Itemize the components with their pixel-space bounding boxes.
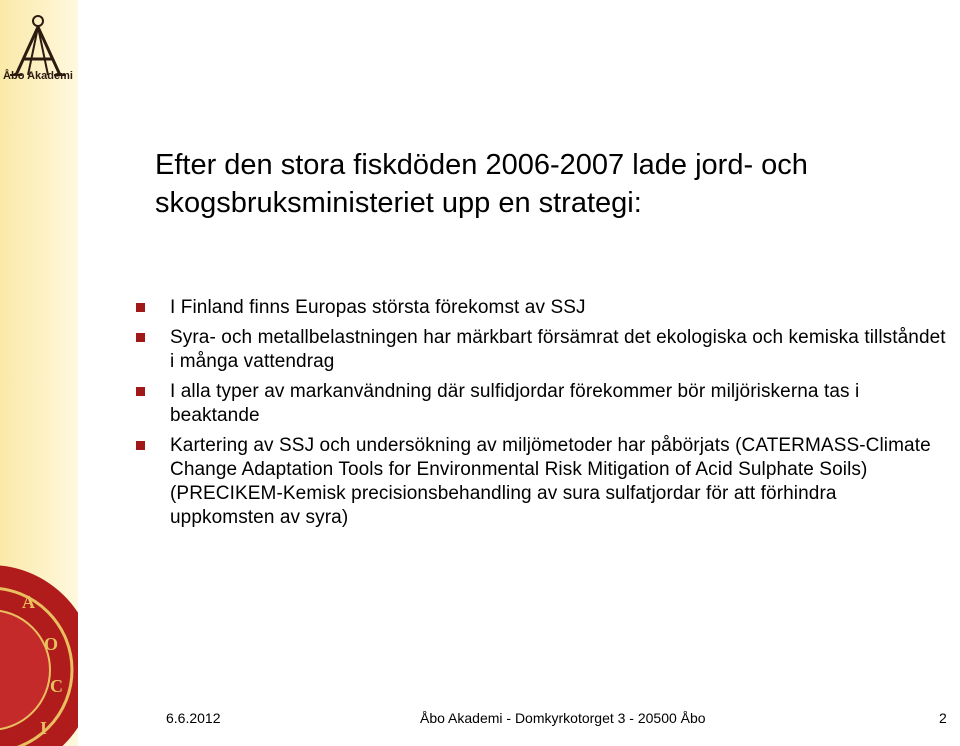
svg-text:O: O <box>44 634 59 654</box>
svg-text:I: I <box>40 718 48 738</box>
slide-title <box>155 146 915 222</box>
bullet-list <box>136 296 946 536</box>
bullet-text: Syra- och metallbelastningen har märkbart försämrat det ekologiska och kemiska tillståndet i många vattendrag <box>170 327 946 372</box>
square-bullet-icon <box>136 387 145 396</box>
bullet-item <box>136 326 946 374</box>
slide-title-line-1: Efter den stora fiskdöden 2006-2007 lade jord- och <box>155 149 808 181</box>
slide-title-line-2: skogsbruksministeriet upp en strategi: <box>155 187 642 219</box>
svg-text:C: C <box>50 676 63 696</box>
bullet-item <box>136 380 946 428</box>
footer-date: 6.6.2012 <box>166 710 221 726</box>
bullet-item <box>136 296 946 320</box>
svg-text:A: A <box>22 592 35 612</box>
square-bullet-icon <box>136 441 145 450</box>
sidebar-band <box>0 0 78 746</box>
page-number: 2 <box>939 710 947 726</box>
bullet-text: Kartering av SSJ och undersökning av miljömetoder har påbörjats (CATERMASS-Climate Change Adaptation Tools for Environmental Risk Mitigation of Acid Sulphate Soils) (PRECIKEM-Kemisk precisionsbehandling av sura sulfatjordar för att förhindra uppkomsten av syra) <box>170 435 931 528</box>
square-bullet-icon <box>136 303 145 312</box>
bullet-item <box>136 434 946 530</box>
footer-address: Åbo Akademi - Domkyrkotorget 3 - 20500 Åbo <box>420 710 706 726</box>
footer <box>0 710 960 734</box>
square-bullet-icon <box>136 333 145 342</box>
bullet-text: I Finland finns Europas största förekomst av SSJ <box>170 297 586 318</box>
logo-text: Åbo Akademi <box>3 70 73 82</box>
bullet-text: I alla typer av markanvändning där sulfidjordar förekommer bör miljöriskerna tas i beaktande <box>170 381 860 426</box>
